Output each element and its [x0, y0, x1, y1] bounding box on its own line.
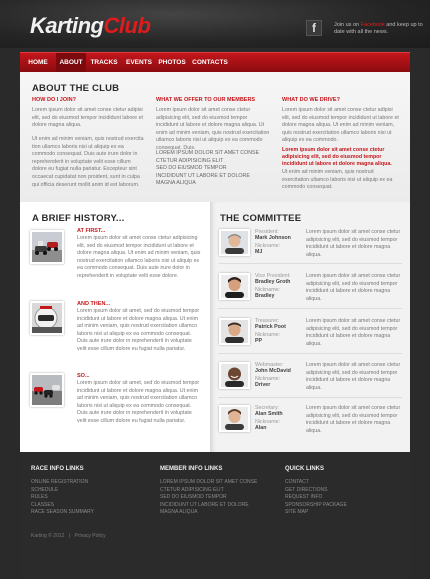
about-col1-para1: Lorem ipsum dolor sit amet conse ctetur adipisi elit, sed do eiusmod tempor incididunt labore et dolore magna aliqua. [32, 107, 144, 129]
about-col2-list [156, 150, 274, 188]
facebook-icon[interactable]: f [306, 20, 322, 36]
member-description: Lorem ipsum dolor sit amet conse ctetur adipisicing elit, sed do eiusmod tempor incididunt ut labore et dolore magna aliqua. [306, 273, 401, 302]
member-description: Lorem ipsum dolor sit amet conse ctetur adipisicing elit, sed do eiusmod tempor incididunt ut labore et dolore magna aliqua. [306, 229, 401, 258]
facebook-link[interactable]: Facebook [360, 22, 385, 28]
logo-word-karting: Karting [30, 13, 104, 38]
nav-item-home[interactable]: HOME [28, 59, 48, 66]
history-section [20, 202, 210, 452]
footer-link[interactable]: RULES [31, 494, 48, 501]
member-nickname: MJ [255, 249, 263, 255]
history-title: A BRIEF HISTORY... [32, 213, 125, 224]
member-description: Lorem ipsum dolor sit amet conse ctetur adipisicing elit, sed do eiusmod tempor incididunt ut labore et dolore magna aliqua. [306, 318, 401, 347]
member-nickname: PP [255, 338, 263, 344]
footer-member-info-list [160, 479, 257, 517]
member-nickname-label: Nickname: [255, 419, 281, 425]
member-avatar [219, 273, 250, 300]
footer-link[interactable]: REQUEST INFO [285, 494, 323, 501]
footer-link[interactable]: GET DIRECTIONS [285, 486, 328, 493]
main-nav [20, 52, 410, 72]
footer-race-info-list [31, 479, 94, 517]
nav-item-tracks[interactable]: TRACKS [90, 59, 118, 66]
footer-quick-links-list [285, 479, 347, 517]
copyright-text: Karting © 2012 [31, 533, 65, 539]
nav-item-events[interactable]: EVENTS [125, 59, 152, 66]
about-col3-subheading: Lorem ipsum dolor sit amet conse ctetur adipisicing elit, sed do eiusmod tempor incididunt ut labore et dolore magna aliqua. [282, 147, 392, 167]
history-entry-text: Lorem ipsum dolor sit amet, sed do eiusmod tempor incididunt ut labore et dolore magna aliqua. Ut enim ad minim veniam, quis nostrud exercitation ullamco laboris nisi ut aliquip ex ea commodo consequat. Duis aute irure dolor in reprehenderit in voluptate velit esse cillum dolore eu fugiat nulla pariatur. [77, 380, 200, 424]
about-col2-para1: Lorem ipsum dolor sit amet conse ctetur adipisicing elit, sed do eiusmod tempor incididunt ut labore et dolore magna aliqua. Ut enim ad minim veniam, quis nostrud exercitation ullamco laboris nisi ut aliquip ex ea commodo consequat. Duis. [156, 107, 270, 151]
committee-title: THE COMMITTEE [220, 213, 302, 224]
footer-link[interactable]: INCIDIDUNT UT LABORE ET DOLORE [160, 501, 249, 508]
member-name: Bradley Groth [255, 279, 291, 285]
about-col2-list-item: LOREM IPSUM DOLOR SIT AMET CONSE [156, 150, 260, 156]
footer-link[interactable]: SED DO EIUSMOD TEMPOR [160, 494, 227, 501]
privacy-policy-link[interactable]: Privacy Policy [74, 533, 106, 539]
member-avatar [219, 405, 250, 432]
footer-link[interactable]: CTETUR ADIPISICING ELIT [160, 486, 224, 493]
member-name: Alan Smith [255, 411, 283, 417]
about-col1-heading: HOW DO I JOIN? [32, 97, 76, 103]
footer-link[interactable]: MAGNA ALIQUA [160, 509, 198, 516]
member-role: Webmaster: [255, 362, 284, 368]
about-col1-para2: Ut enim ad minim veniam, quis nostrud exercita tion ullamco laboris nisi ut aliquip ex ea commodo consequat. Duis aute irure dolor in reprehenderit in voluptate velit esse cillum dolore eu fugiat nulla pariatur. Excepteur sint occaecat cupidatat non proident, sunt in culpa qui officia deserunt mollit anim id est laborum. [32, 136, 144, 188]
member-nickname-label: Nickname: [255, 287, 281, 293]
member-nickname-label: Nickname: [255, 376, 281, 382]
member-nickname-label: Nickname: [255, 243, 281, 249]
history-entry-heading: SO... [77, 373, 90, 379]
member-role: Secretary: [255, 405, 280, 411]
history-entry-heading: AT FIRST... [77, 228, 106, 234]
nav-item-photos[interactable]: PHOTOS [158, 59, 186, 66]
follow-text-after: and keep up to date with all the news. [334, 22, 423, 35]
about-title: ABOUT THE CLUB [32, 83, 120, 94]
about-col3-para1: Lorem ipsum dolor sit amet conse ctetur adipisi elit, sed do eiusmod tempor incididunt ut labore et dolore magna aliqua. Ut enim ad minim veniam, quis nostrud exercitation ullamco laboris nisi ut aliquip ex ea commodo. [282, 107, 399, 144]
member-nickname-label: Nickname: [255, 332, 281, 338]
member-role: Vice President: [255, 273, 291, 279]
history-entry-text: Lorem ipsum dolor sit amet conse ctetur adipisicing elit, sed do eiusmod tempor incididunt ut labore et dolore magna aliqua. Ut enim ad minim veniam, quis nostrud exercitation ullamco laboris nisi ut aliquip ex ea commodo consequat. Duis aute irure dolor in reprehenderit in voluptate velit esse dolore. [77, 235, 201, 279]
footer-member-info-heading: MEMBER INFO LINKS [160, 466, 223, 472]
history-entry-text: Lorem ipsum dolor sit amet, sed do eiusmod tempor incididunt ut labore et dolore magna aliqua. Ut enim ad minim veniam, quis nostrud exercitation ullamco laboris nisi ut aliquip ex ea commodo consequat. Duis aute irure dolor in reprehenderit in voluptate velit esse cillum dolore eu fugiat nulla pariatur. [77, 308, 200, 352]
member-nickname: Alan [255, 425, 267, 431]
history-entry-heading: AND THEN... [77, 301, 110, 307]
member-divider [218, 308, 402, 309]
footer-link[interactable]: RACE SEASON SUMMARY [31, 509, 94, 516]
site-footer [20, 452, 410, 579]
member-role: President: [255, 229, 279, 235]
member-divider [218, 263, 402, 264]
member-description: Lorem ipsum dolor sit amet conse ctetur adipisicing elit, sed do eiusmod tempor incididunt ut labore et dolore magna aliqua. [306, 362, 401, 391]
member-name: Patrick Poot [255, 324, 286, 330]
member-nickname: Bradley [255, 293, 275, 299]
about-col3-para2: Ut enim ad minim veniam, quis nostrud exercitation ullamco laboris nisi ut aliquip ex ea commodo consequat. [282, 169, 393, 191]
history-image-driver [30, 301, 64, 335]
history-image-race [30, 373, 64, 407]
about-col2-list-item: CTETUR ADIPISICING ELIT [156, 157, 224, 164]
footer-link[interactable]: SCHEDULE [31, 486, 59, 493]
about-section [20, 72, 410, 202]
logo-word-club: Club [103, 13, 151, 38]
footer-link[interactable]: SPONSORSHIP PACKAGE [285, 501, 347, 508]
nav-item-about[interactable]: ABOUT [56, 53, 86, 73]
member-name: Mark Johnson [255, 235, 291, 241]
footer-link[interactable]: ONLINE REGISTRATION [31, 479, 89, 485]
member-avatar [219, 229, 250, 256]
member-avatar [219, 318, 250, 345]
member-avatar [219, 362, 250, 389]
about-col2-list-item: MAGNA ALIQUA [156, 180, 196, 187]
member-description: Lorem ipsum dolor sit amet conse ctetur adipisicing elit, sed do eiusmod tempor incididunt ut labore et dolore magna aliqua. [306, 405, 401, 434]
about-col2-list-item: SED DO EIUSMOD TEMPOR [156, 165, 227, 172]
member-role: Treasurer: [255, 318, 280, 324]
history-image-karts [30, 230, 64, 264]
footer-link[interactable]: SITE MAP [285, 509, 309, 516]
about-col2-heading: WHAT WE OFFER TO OUR MEMBERS [156, 97, 256, 103]
footer-quick-links-heading: QUICK LINKS [285, 466, 324, 472]
copyright-separator: | [68, 533, 71, 539]
footer-link[interactable]: LOREM IPSUM DOLOR SIT AMET CONSE [160, 479, 258, 485]
member-divider [218, 353, 402, 354]
footer-race-info-heading: RACE INFO LINKS [31, 466, 84, 472]
facebook-follow-text [334, 22, 424, 36]
member-name: John McDavid [255, 368, 291, 374]
nav-item-contacts[interactable]: CONTACTS [192, 59, 228, 66]
about-col3-heading: WHAT DO WE DRIVE? [282, 97, 340, 103]
site-header [0, 0, 430, 48]
footer-link[interactable]: CLASSES [31, 501, 55, 508]
follow-text-before: Join us on [334, 22, 361, 28]
member-nickname: Driver [255, 382, 271, 388]
site-logo[interactable] [30, 13, 150, 39]
member-divider [218, 397, 402, 398]
about-col2-list-item: INCIDIDUNT UT LABORE ET DOLORE [156, 172, 250, 179]
footer-copyright [31, 533, 106, 539]
committee-section [210, 202, 410, 452]
footer-link[interactable]: CONTACT [285, 479, 309, 485]
